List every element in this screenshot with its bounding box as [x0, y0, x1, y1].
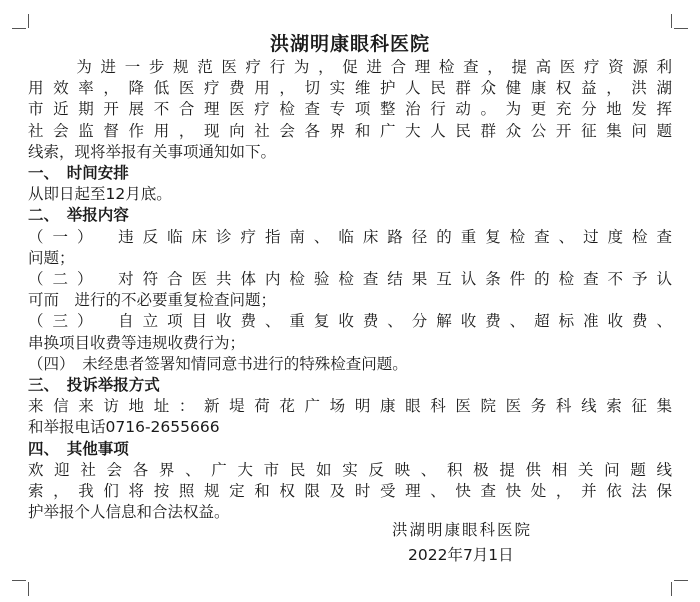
- section-heading: 三、 投诉举报方式: [28, 376, 160, 395]
- body-line: 从即日起至12月底。: [28, 185, 172, 204]
- body-line: 串换项目收费等违规收费行为；: [28, 333, 246, 352]
- body-line: 用效率，降低医疗费用，切实维护人民群众健康权益，洪湖: [28, 79, 672, 98]
- crop-mark-bottom-right-horizontal: [674, 580, 688, 581]
- crop-mark-top-left-vertical: [28, 14, 29, 28]
- notice-document: [28, 32, 672, 523]
- crop-mark-bottom-left-vertical: [28, 582, 29, 596]
- crop-mark-bottom-left-horizontal: [12, 580, 26, 581]
- signature-organization: 洪湖明康眼科医院: [392, 521, 533, 539]
- section-heading: 二、 举报内容: [28, 206, 129, 225]
- section-heading: 一、 时间安排: [28, 164, 129, 183]
- body-line: 索，我们将按照规定和权限及时受理、快查快处，并依法保: [28, 482, 672, 501]
- body-line: （二） 对符合医共体内检验检查结果互认条件的检查不予认: [28, 270, 672, 289]
- body-line: 问题；: [28, 248, 75, 267]
- crop-mark-top-right-horizontal: [674, 28, 688, 29]
- body-line: 护举报个人信息和合法权益。: [28, 503, 230, 522]
- crop-mark-bottom-right-vertical: [671, 582, 672, 596]
- body-line: 欢迎社会各界、广大市民如实反映、积极提供相关问题线: [28, 460, 672, 479]
- document-body: [28, 57, 672, 523]
- body-line: （一） 违反临床诊疗指南、临床路径的重复检查、过度检查: [28, 227, 672, 246]
- body-line: 市近期开展不合理医疗检查专项整治行动。为更充分地发挥: [28, 100, 672, 119]
- body-line: 社会监督作用，现向社会各界和广大人民群众公开征集问题: [28, 121, 672, 140]
- body-line: 来信来访地址：新堤荷花广场明康眼科医院医务科线索征集: [28, 397, 672, 416]
- body-line: 为进一步规范医疗行为，促进合理检查，提高医疗资源利: [28, 58, 672, 76]
- crop-mark-top-left-horizontal: [12, 28, 26, 29]
- signature-date: 2022年7月1日: [408, 546, 514, 564]
- crop-mark-top-right-vertical: [671, 14, 672, 28]
- body-line: 和举报电话0716-2655666: [28, 418, 220, 437]
- body-line: 线索，现将举报有关事项通知如下。: [28, 142, 277, 161]
- body-line: （三） 自立项目收费、重复收费、分解收费、超标准收费、: [28, 312, 672, 331]
- body-line: （四） 未经患者签署知情同意书进行的特殊检查问题。: [28, 354, 408, 373]
- document-title: 洪湖明康眼科医院: [269, 33, 430, 55]
- section-heading: 四、 其他事项: [28, 439, 129, 458]
- body-line: 可而 进行的不必要重复检查问题；: [28, 291, 277, 310]
